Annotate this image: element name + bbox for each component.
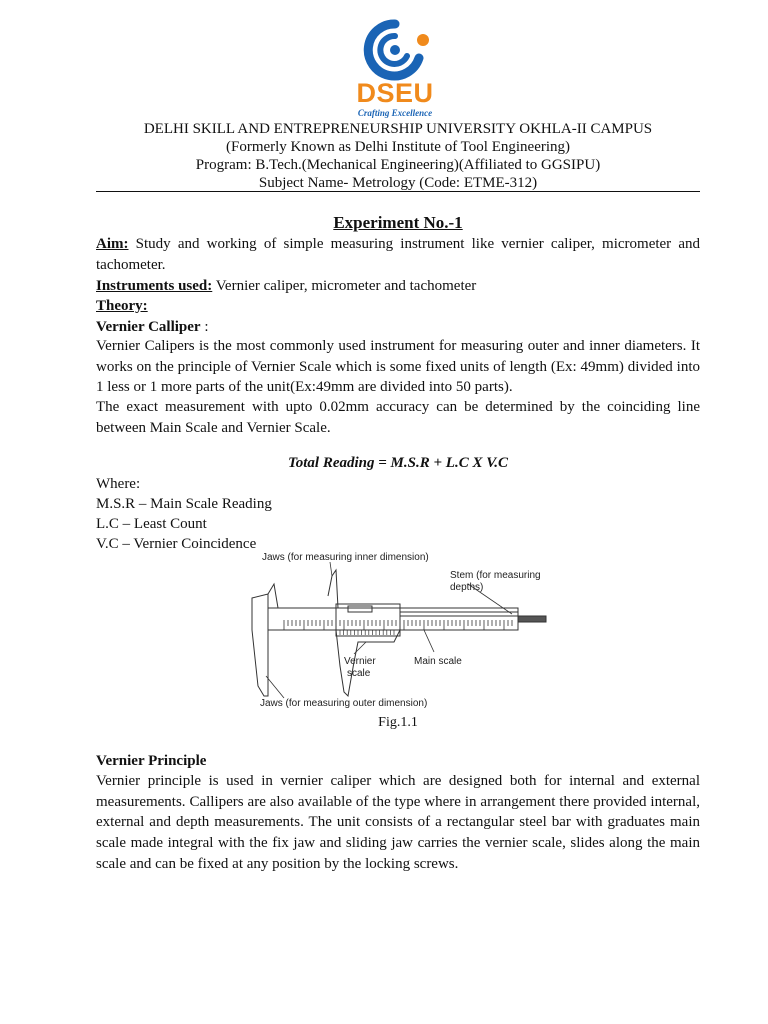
total-reading-formula: Total Reading = M.S.R + L.C X V.C <box>287 455 509 471</box>
label-stem-line2: depths) <box>450 582 484 593</box>
logo-brand-text: DSEU <box>356 78 434 108</box>
aim-label: Aim: <box>96 236 129 252</box>
vernier-principle-heading: Vernier Principle <box>96 753 207 769</box>
theory-label: Theory: <box>96 298 148 314</box>
label-outer-jaws: Jaws (for measuring outer dimension) <box>260 698 428 709</box>
logo-tagline: Crafting Excellence <box>357 108 433 118</box>
university-name: DELHI SKILL AND ENTREPRENEURSHIP UNIVERSITY OKHLA-II CAMPUS <box>143 121 653 137</box>
instruments-label: Instruments used: <box>96 278 213 294</box>
where-label: Where: <box>96 476 141 492</box>
definition-msr: M.S.R – Main Scale Reading <box>96 496 272 512</box>
dseu-logo-mark-icon <box>353 18 437 82</box>
former-name: (Formerly Known as Delhi Institute of Tool Engineering) <box>225 139 571 155</box>
vernier-calliper-heading: Vernier Calliper : <box>96 319 209 335</box>
label-vernier-line2: scale <box>347 668 371 679</box>
dseu-logo <box>345 18 445 120</box>
experiment-title: Experiment No.-1 <box>333 213 463 232</box>
instruments-line <box>96 276 476 296</box>
header-divider <box>96 191 700 192</box>
figure-caption: Fig.1.1 <box>378 715 418 730</box>
subject-line: Subject Name- Metrology (Code: ETME-312) <box>258 175 538 191</box>
label-vernier-line1: Vernier <box>344 656 376 667</box>
vernier-calliper-paragraph-1: Vernier Calipers is the most commonly used instrument for measuring outer and inner diameters. It works on the principle of Vernier Scale which is some fixed units of length (Ex: 49mm) divided into 1 less or 1 more parts of the unit(Ex:49mm are divided into 50 parts). <box>96 338 700 396</box>
label-inner-jaws: Jaws (for measuring inner dimension) <box>262 552 429 563</box>
vernier-calliper-paragraph-2: The exact measurement with upto 0.02mm accuracy can be determined by the coinciding line between Main Scale and Vernier Scale. <box>96 399 700 436</box>
vernier-caliper-figure <box>244 546 554 714</box>
aim-text: Study and working of simple measuring instrument like vernier caliper, micrometer and tachometer. <box>96 236 700 273</box>
label-main-scale: Main scale <box>414 656 462 667</box>
aim-paragraph <box>96 234 700 275</box>
definition-vc: V.C – Vernier Coincidence <box>96 536 257 552</box>
label-stem-line1: Stem (for measuring <box>450 570 541 581</box>
instruments-text: Vernier caliper, micrometer and tachometer <box>215 278 477 294</box>
program-line: Program: B.Tech.(Mechanical Engineering)(Affiliated to GGSIPU) <box>195 157 601 173</box>
definition-lc: L.C – Least Count <box>96 516 207 532</box>
vernier-principle-paragraph: Vernier principle is used in vernier caliper which are designed both for internal and external measurements. Callipers are also available of the type where in arrangement there provided internal, external and depth measurements. The unit consists of a rectangular steel bar with graduates main scale made integral with the fix jaw and sliding jaw carries the vernier scale, slides along the main scale and can be fixed at any position by the locking screws. <box>96 773 700 872</box>
